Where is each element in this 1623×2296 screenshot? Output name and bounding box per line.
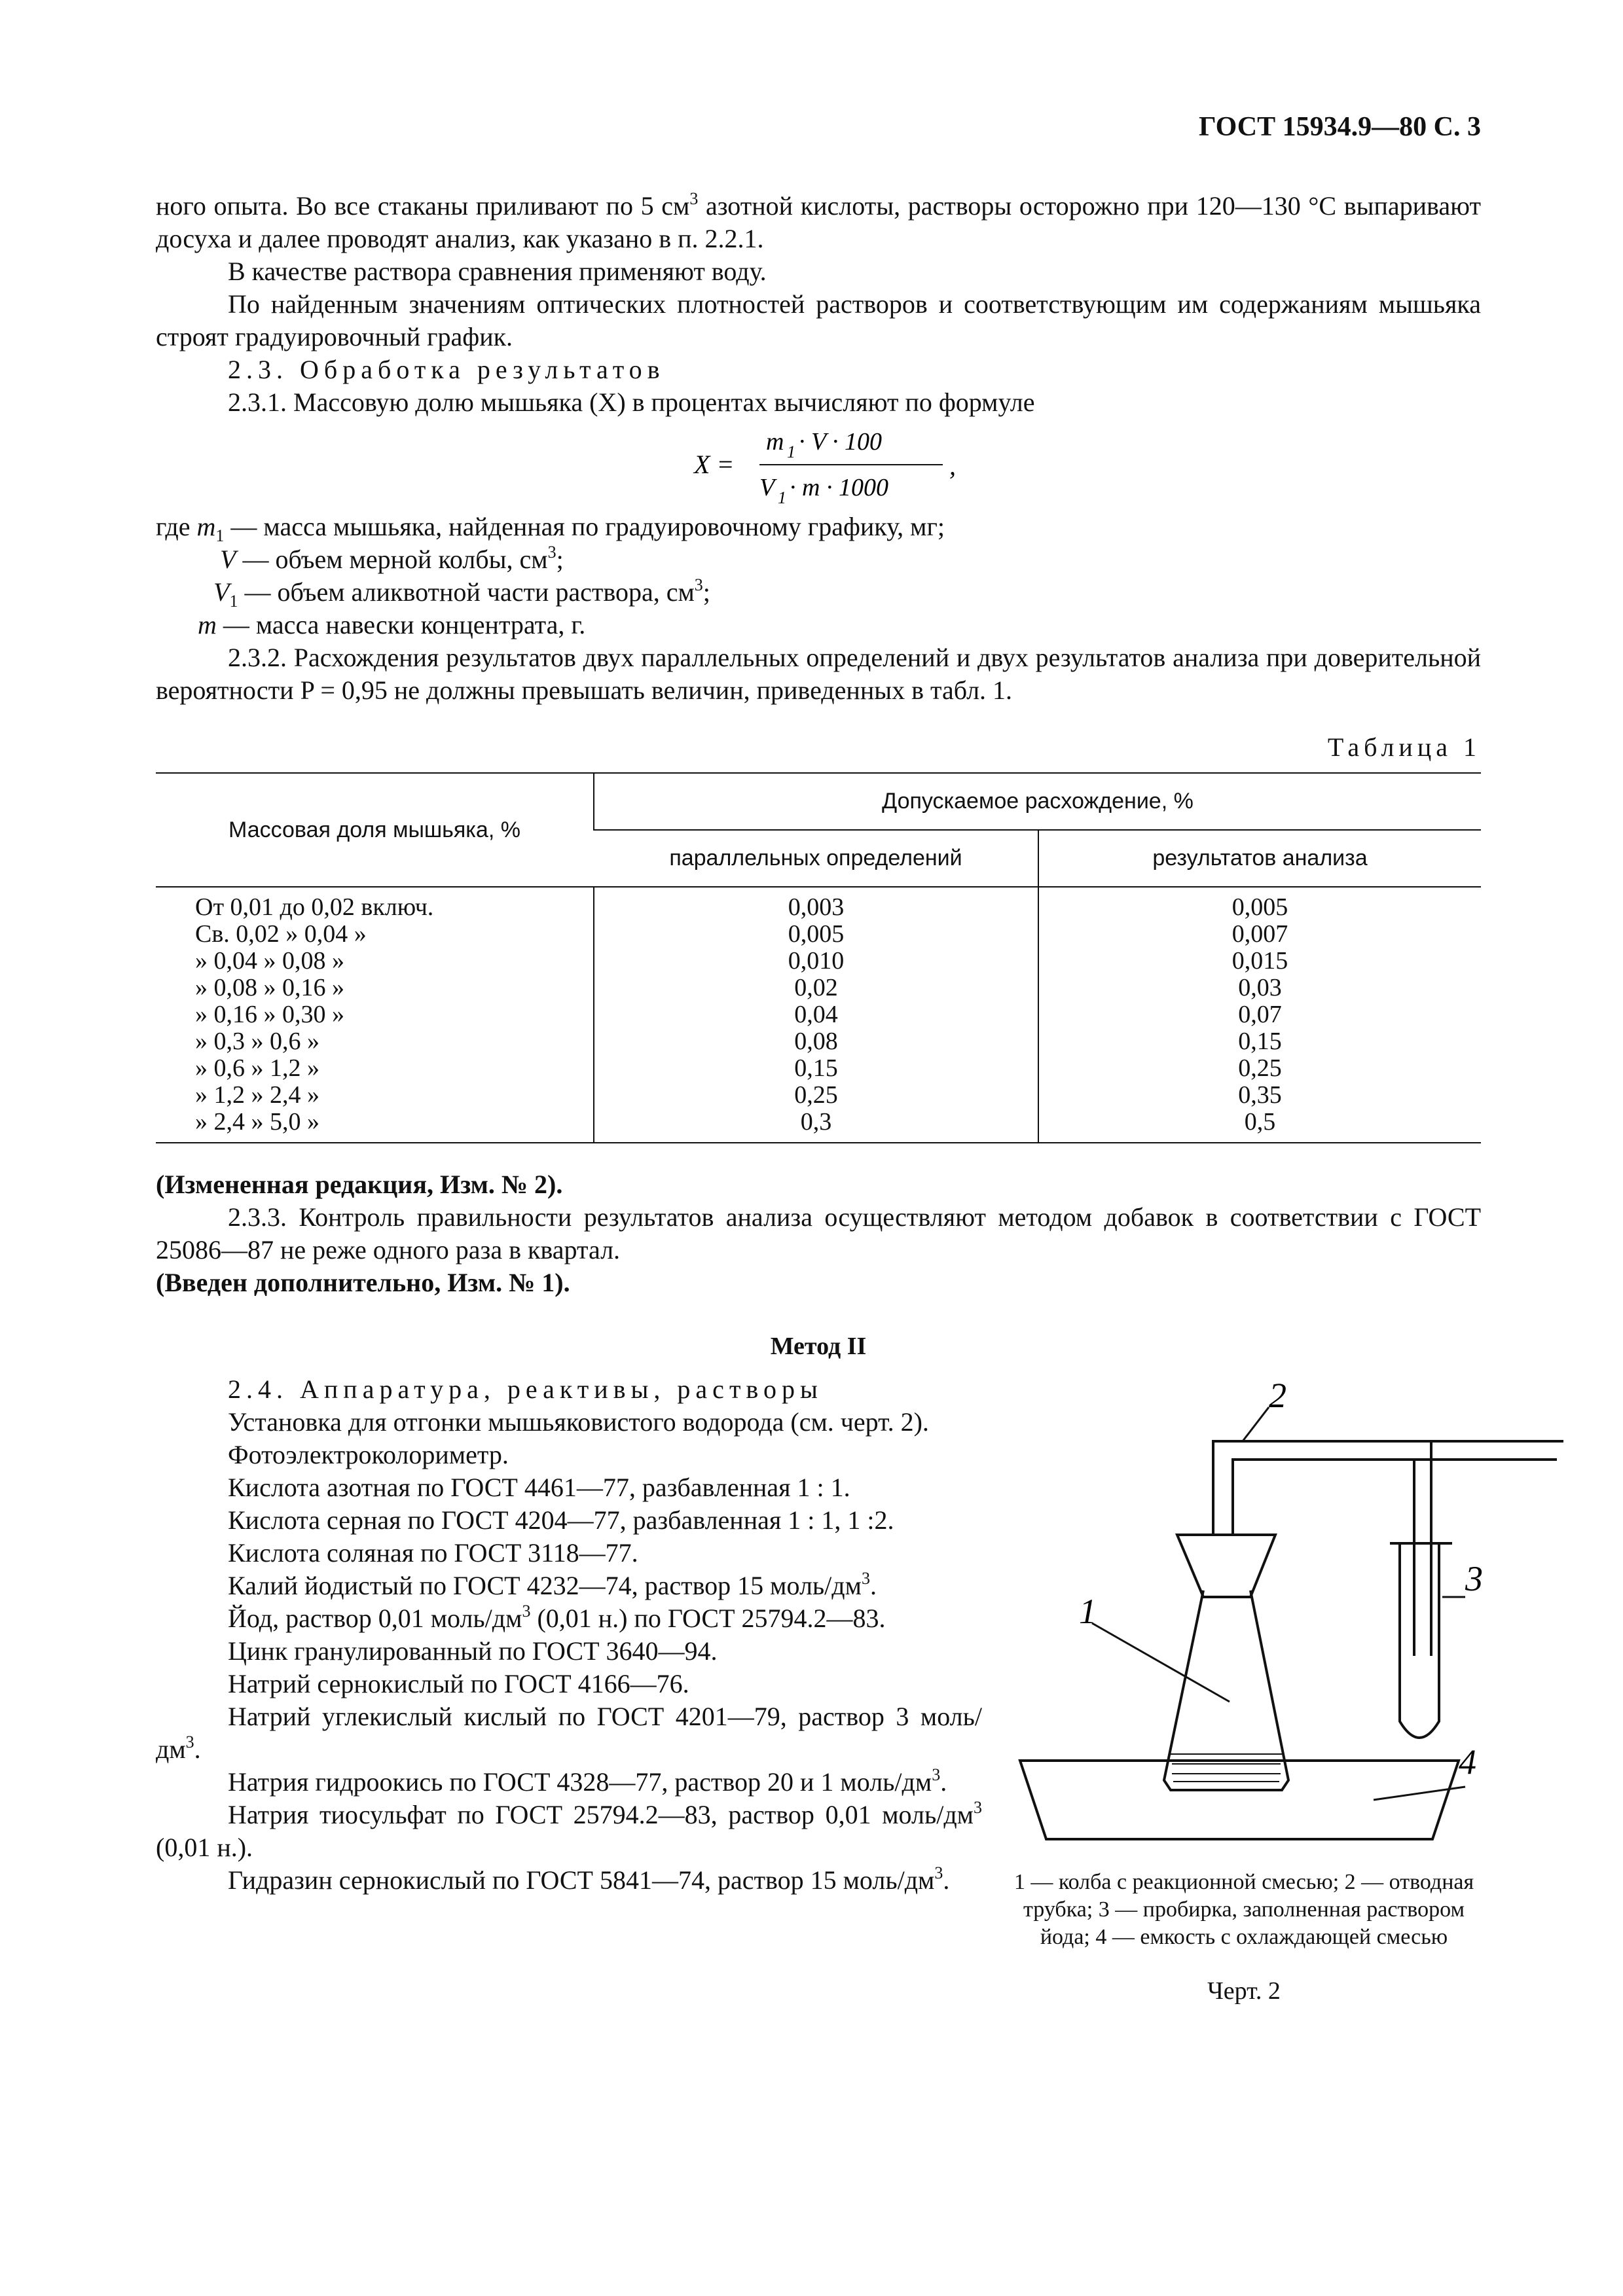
table-header-group: Допускаемое расхождение, %: [594, 773, 1481, 830]
outlet-tube-inner: [1233, 1460, 1557, 1535]
table-row: » 0,16 » 0,30 » 0,04 0,07: [156, 1001, 1481, 1028]
list-item: Натрия тиосульфат по ГОСТ 25794.2—83, раствор 0,01 моль/$дм^3$ (0,01 н.).: [156, 1797, 982, 1862]
table-row: От 0,01 до 0,02 включ. 0,003 0,005: [156, 887, 1481, 921]
definition-v: V — объем мерной колбы, $см^3$;: [220, 542, 564, 574]
table-header-col1: Массовая доля мышьяка, %: [228, 817, 520, 842]
test-tube: [1400, 1543, 1439, 1738]
list-item: Натрий сернокислый по ГОСТ 4166—76.: [228, 1669, 689, 1698]
list-item: Натрий углекислый кислый по ГОСТ 4201—79, раствор 3 моль/$дм^3$.: [156, 1702, 982, 1764]
list-item: Йод, раствор 0,01 моль/$дм^3$ (0,01 н.) по ГОСТ 25794.2—83.: [228, 1601, 886, 1633]
apparatus-diagram: [1007, 1376, 1483, 1852]
formula-den-rest: · m · 1000: [790, 474, 888, 501]
definition-v1: $V_1$ — объем аликвотной части раствора, $см^3$;: [213, 575, 710, 611]
paragraph-2-3-3: 2.3.3. Контроль правильности результатов анализа осуществляют методом добавок в соответствии с ГОСТ 25086—87 не реже одного раза в квартал.: [156, 1202, 1481, 1265]
method-heading: Метод II: [770, 1333, 867, 1360]
leader-2: [1243, 1407, 1269, 1441]
amendment-note-2: (Измененная редакция, Изм. № 2).: [156, 1170, 563, 1199]
list-item: Цинк гранулированный по ГОСТ 3640—94.: [228, 1636, 718, 1666]
table-1: [156, 772, 1481, 1143]
paragraph-reference-solution: В качестве раствора сравнения применяют воду.: [228, 257, 767, 286]
reagents-list: [156, 1373, 982, 1897]
cooling-vessel: [1020, 1761, 1459, 1839]
label-3: 3: [1465, 1559, 1483, 1598]
intro-block: [156, 190, 1481, 419]
table-row: » 0,3 » 0,6 » 0,08 0,15: [156, 1028, 1481, 1055]
formula-graphic: [694, 422, 969, 507]
table-row: » 0,6 » 1,2 » 0,15 0,25: [156, 1055, 1481, 1082]
formula-num-rest: · V · 100: [799, 428, 883, 456]
label-2: 2: [1269, 1376, 1286, 1415]
list-item: Гидразин сернокислый по ГОСТ 5841—74, раствор 15 моль/$дм^3$.: [228, 1863, 950, 1895]
formula-num-sub: 1: [787, 442, 795, 461]
formula-den-sub: 1: [778, 488, 786, 507]
list-item: Фотоэлектроколориметр.: [228, 1440, 509, 1469]
section-2-4-heading: 2.4. Аппаратура, реактивы, растворы: [228, 1374, 823, 1404]
definition-m: m — масса навески концентрата, г.: [198, 610, 586, 639]
paragraph-continuation: ного опыта. Во все стаканы приливают по 5 $см^3$ азотной кислоты, растворы осторожно при 120—130 °С выпаривают досуха и далее проводят анализ, как указано в п. 2.2.1.: [156, 188, 1481, 253]
section-2-3-heading: 2.3. Обработка результатов: [228, 355, 665, 384]
definition-m1: где $m_1$ — масса мышьяка, найденная по градуировочному графику, мг;: [156, 512, 945, 545]
list-item: Натрия гидроокись по ГОСТ 4328—77, раствор 20 и 1 моль/$дм^3$.: [228, 1765, 947, 1797]
figure-caption: 1 — колба с реакционной смесью; 2 — отводная трубка; 3 — пробирка, заполненная раствором йода; 4 — емкость с охлаждающей смесью: [1013, 1870, 1474, 1949]
paragraph-2-3-2: 2.3.2. Расхождения результатов двух параллельных определений и двух результатов анализа при доверительной вероятности P = 0,95 не должны превышать величин, приведенных в табл. 1.: [156, 643, 1481, 705]
paragraph-2-3-1: 2.3.1. Массовую долю мышьяка (X) в процентах вычисляют по формуле: [228, 387, 1035, 417]
label-4: 4: [1459, 1742, 1476, 1782]
table-row: Св. 0,02 » 0,04 » 0,005 0,007: [156, 921, 1481, 948]
page-header: ГОСТ 15934.9—80 С. 3: [1198, 112, 1481, 142]
reaction-mixture: [1171, 1754, 1282, 1782]
figure-2: [1007, 1376, 1483, 2005]
table-row: » 0,04 » 0,08 » 0,010 0,015: [156, 948, 1481, 975]
outlet-tube-outer: [1213, 1441, 1563, 1535]
paragraph-calibration: По найденным значениям оптических плотностей растворов и соответствующим им содержаниям мышьяка строят градуировочный график.: [156, 289, 1481, 351]
table-1-wrapper: [156, 772, 1481, 1143]
leader-4: [1374, 1787, 1465, 1800]
list-item: Кислота азотная по ГОСТ 4461—77, разбавленная 1 : 1.: [228, 1473, 850, 1502]
table-header-col2: параллельных определений: [669, 846, 962, 870]
formula-trail: ,: [949, 451, 956, 480]
figure-title: Черт. 2: [1207, 1977, 1281, 2005]
after-table-block: [156, 1168, 1481, 1299]
table-title: Таблица 1: [1327, 732, 1481, 762]
formula-den: V: [759, 474, 775, 501]
table-row: » 2,4 » 5,0 » 0,3 0,5: [156, 1109, 1481, 1143]
flask-stopper: [1177, 1535, 1275, 1597]
list-item: Кислота серная по ГОСТ 4204—77, разбавленная 1 : 1, 1 :2.: [228, 1505, 894, 1535]
list-item: Установка для отгонки мышьяковистого водорода (см. черт. 2).: [228, 1407, 929, 1437]
formula: [694, 422, 969, 514]
label-1: 1: [1079, 1592, 1097, 1631]
amendment-note-1: (Введен дополнительно, Изм. № 1).: [156, 1268, 570, 1297]
list-item: Калий йодистый по ГОСТ 4232—74, раствор 15 моль/$дм^3$.: [228, 1568, 877, 1600]
leader-1: [1092, 1623, 1230, 1702]
formula-num: m: [766, 428, 784, 456]
table-header-col3: результатов анализа: [1038, 830, 1481, 887]
formula-lhs: X =: [694, 450, 735, 479]
list-item: Кислота соляная по ГОСТ 3118—77.: [228, 1538, 638, 1568]
table-row: » 1,2 » 2,4 » 0,25 0,35: [156, 1082, 1481, 1109]
table-row: » 0,08 » 0,16 » 0,02 0,03: [156, 975, 1481, 1001]
definitions: [156, 511, 1481, 707]
